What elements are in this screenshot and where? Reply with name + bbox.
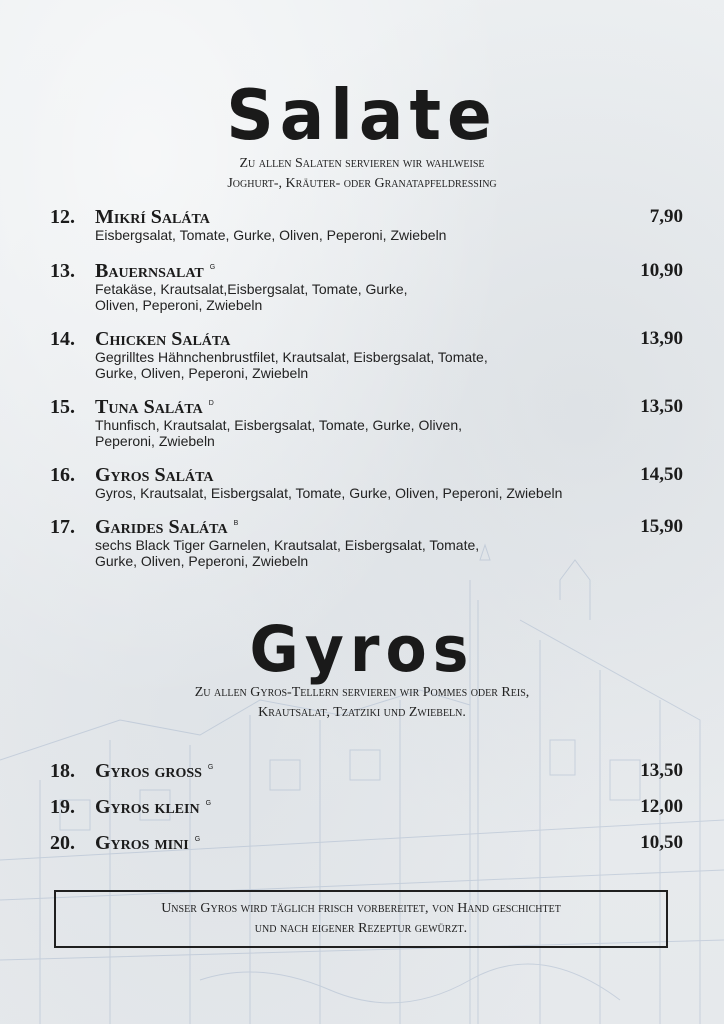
item-name-text: Gyros mini bbox=[95, 832, 189, 854]
item-price: 15,90 bbox=[640, 516, 683, 537]
item-description bbox=[95, 485, 615, 501]
item-description-line1: Eisbergsalat, Tomate, Gurke, Oliven, Peperoni, Zwiebeln bbox=[95, 227, 447, 243]
item-description bbox=[95, 349, 615, 381]
item-name bbox=[95, 760, 213, 783]
allergen-mark: G bbox=[194, 836, 201, 844]
item-number: 16. bbox=[50, 464, 75, 486]
item-description-line2: Oliven, Peperoni, Zwiebeln bbox=[95, 297, 263, 313]
gyros-subtitle bbox=[0, 683, 724, 723]
item-description bbox=[95, 537, 615, 569]
item-name-text: Chicken Saláta bbox=[95, 328, 231, 350]
item-description-line1: Fetakäse, Krautsalat,Eisbergsalat, Tomate, Gurke, bbox=[95, 281, 408, 297]
item-price: 10,90 bbox=[640, 260, 683, 281]
gyros-notice-box bbox=[54, 890, 668, 948]
allergen-mark: G bbox=[207, 764, 214, 772]
item-name-text: Gyros klein bbox=[95, 796, 200, 818]
salate-title-text: Salate bbox=[226, 75, 498, 156]
item-description-line2: Gurke, Oliven, Peperoni, Zwiebeln bbox=[95, 553, 309, 569]
item-number: 17. bbox=[50, 516, 75, 538]
notice-line2: und nach eigener Rezeptur gewürzt. bbox=[254, 921, 468, 936]
item-number: 13. bbox=[50, 260, 75, 282]
allergen-mark: B bbox=[233, 520, 239, 528]
item-name bbox=[95, 796, 211, 819]
item-number: 12. bbox=[50, 206, 75, 228]
section-title-gyros bbox=[0, 615, 724, 685]
item-description bbox=[95, 281, 615, 313]
salate-subtitle bbox=[0, 154, 724, 194]
item-description bbox=[95, 417, 615, 449]
item-name-text: Gyros Saláta bbox=[95, 464, 214, 486]
section-title-salate bbox=[0, 75, 724, 156]
notice-line1: Unser Gyros wird täglich frisch vorbereitet, von Hand geschichtet bbox=[161, 901, 561, 916]
item-price: 13,50 bbox=[640, 396, 683, 417]
item-number: 14. bbox=[50, 328, 75, 350]
item-name bbox=[95, 516, 238, 539]
item-name-text: Garides Saláta bbox=[95, 516, 228, 538]
item-name bbox=[95, 260, 215, 283]
item-number: 19. bbox=[50, 796, 75, 818]
item-price: 13,90 bbox=[640, 328, 683, 349]
item-name-text: Tuna Saláta bbox=[95, 396, 203, 418]
item-name bbox=[95, 464, 220, 487]
allergen-mark: D bbox=[208, 400, 214, 408]
item-description-line1: sechs Black Tiger Garnelen, Krautsalat, Eisbergsalat, Tomate, bbox=[95, 537, 480, 553]
allergen-mark: G bbox=[209, 264, 216, 272]
gyros-subtitle-line2: Krautsalat, Tzatziki und Zwiebeln. bbox=[258, 705, 466, 720]
gyros-title-text: Gyros bbox=[249, 613, 475, 687]
item-description-line1: Gegrilltes Hähnchenbrustfilet, Krautsalat, Eisbergsalat, Tomate, bbox=[95, 349, 488, 365]
item-description-line1: Thunfisch, Krautsalat, Eisbergsalat, Tomate, Gurke, Oliven, bbox=[95, 417, 463, 433]
item-number: 20. bbox=[50, 832, 75, 854]
item-name bbox=[95, 328, 236, 351]
item-name bbox=[95, 206, 216, 229]
item-name-text: Mikrí Saláta bbox=[95, 206, 210, 228]
allergen-mark: G bbox=[205, 800, 212, 808]
item-name bbox=[95, 832, 200, 855]
item-price: 13,50 bbox=[640, 760, 683, 781]
item-price: 12,00 bbox=[640, 796, 683, 817]
item-name-text: Bauernsalat bbox=[95, 260, 204, 282]
item-price: 7,90 bbox=[649, 206, 683, 227]
item-price: 14,50 bbox=[640, 464, 683, 485]
item-description-line2: Gurke, Oliven, Peperoni, Zwiebeln bbox=[95, 365, 309, 381]
item-name bbox=[95, 396, 214, 419]
item-number: 15. bbox=[50, 396, 75, 418]
item-description-line2: Peperoni, Zwiebeln bbox=[95, 433, 215, 449]
item-description-line1: Gyros, Krautsalat, Eisbergsalat, Tomate, Gurke, Oliven, Peperoni, Zwiebeln bbox=[95, 485, 563, 501]
item-price: 10,50 bbox=[640, 832, 683, 853]
gyros-subtitle-line1: Zu allen Gyros-Tellern servieren wir Pommes oder Reis, bbox=[194, 685, 530, 700]
item-name-text: Gyros gross bbox=[95, 760, 202, 782]
salate-subtitle-line2: Joghurt-, Kräuter- oder Granatapfeldressing bbox=[227, 176, 497, 191]
item-description bbox=[95, 227, 615, 243]
salate-subtitle-line1: Zu allen Salaten servieren wir wahlweise bbox=[239, 156, 485, 171]
item-number: 18. bbox=[50, 760, 75, 782]
